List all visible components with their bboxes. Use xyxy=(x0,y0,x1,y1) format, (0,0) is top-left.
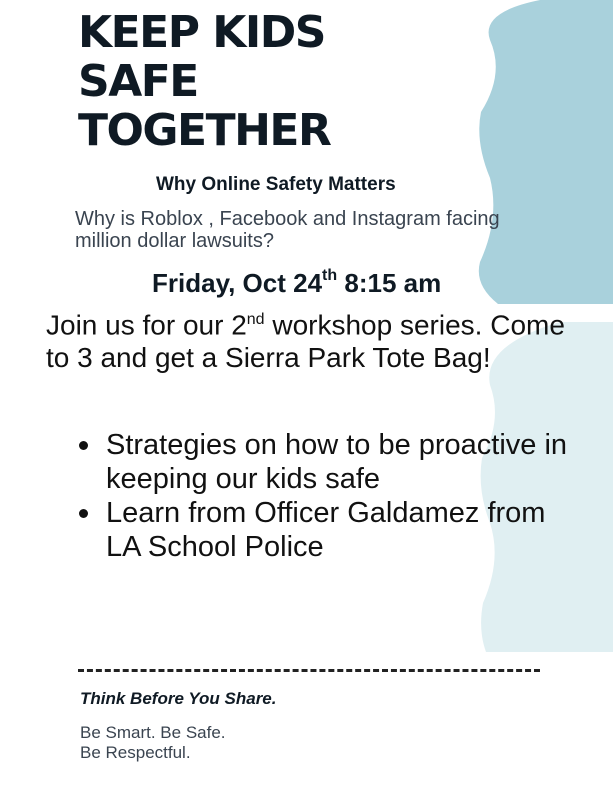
event-datetime xyxy=(152,268,441,299)
bullet-dot-icon xyxy=(79,509,88,518)
lawsuit-question: Why is Roblox , Facebook and Instagram facing million dollar lawsuits? xyxy=(75,208,500,252)
invite-ordinal-suffix: nd xyxy=(246,311,265,328)
list-item-text: Strategies on how to be proactive in keeping our kids safe xyxy=(106,429,568,495)
tagline: Think Before You Share. xyxy=(80,689,277,708)
motto-line: Be Respectful. xyxy=(80,743,191,762)
invite-start: Join us for our 2 xyxy=(46,309,247,341)
bullet-dot-icon xyxy=(79,441,88,450)
motto-line: Be Smart. Be Safe. xyxy=(80,723,226,742)
title-line: TOGETHER xyxy=(78,105,331,156)
workshop-topics-list xyxy=(106,428,576,564)
event-day-suffix: th xyxy=(322,267,338,285)
event-time: 8:15 am xyxy=(337,268,442,298)
dashed-divider xyxy=(78,669,540,672)
list-item xyxy=(106,496,576,564)
motto xyxy=(80,723,226,763)
title-line: SAFE xyxy=(78,56,198,107)
list-item-text: Learn from Officer Galdamez from LA School Police xyxy=(106,497,546,563)
list-item xyxy=(106,428,576,496)
workshop-invite xyxy=(46,303,586,374)
page-title xyxy=(78,8,330,155)
title-line: KEEP KIDS xyxy=(78,7,325,58)
event-day: Friday, Oct 24 xyxy=(152,268,323,298)
invite-rest: workshop series. Come to 3 and get a Sierra Park Tote Bag! xyxy=(46,309,565,374)
subtitle: Why Online Safety Matters xyxy=(156,174,396,195)
